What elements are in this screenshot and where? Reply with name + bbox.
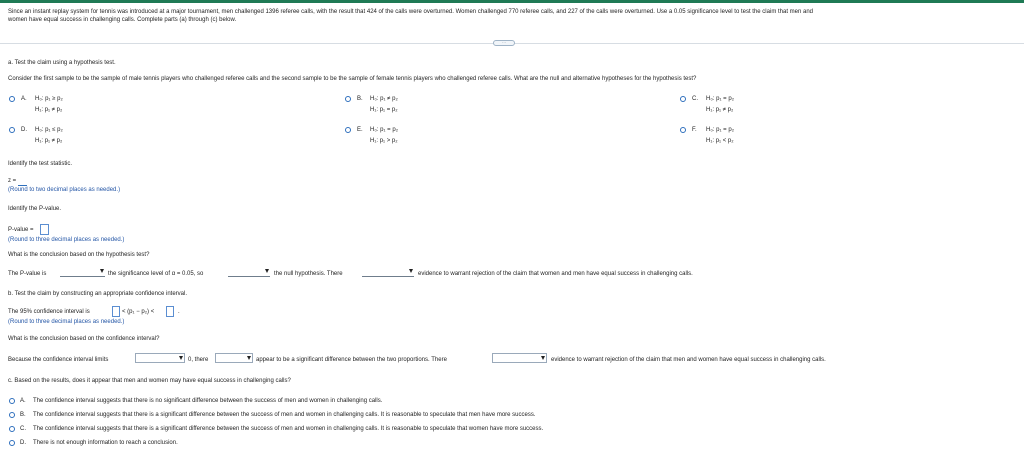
option-d-key: D. — [21, 127, 27, 133]
option-f-key: F. — [692, 127, 697, 133]
z-label: z = — [8, 178, 17, 184]
pvalue-label: P-value = — [8, 227, 34, 233]
part-c-option-d-radio[interactable] — [9, 440, 15, 446]
conclusion-b-text-3: appear to be a significant difference between the two proportions. There — [256, 357, 447, 363]
ci-limits-dropdown[interactable] — [135, 353, 185, 363]
significance-appear-dropdown[interactable] — [215, 353, 253, 363]
option-a-key: A. — [21, 96, 27, 102]
test-stat-prompt: Identify the test statistic. — [8, 161, 73, 167]
expand-button[interactable]: ··· — [493, 40, 515, 46]
part-c-option-d-key: D. — [20, 440, 26, 446]
conclusion-a-text-2: the significance level of α = 0.05, so — [108, 271, 204, 277]
part-c-option-b-radio[interactable] — [9, 412, 15, 418]
part-c-option-b-text: The confidence interval suggests that there is a significant difference between the success of men and women in challenging calls. It is reasonable to speculate that men have more success. — [33, 412, 536, 418]
part-c-option-c-text: The confidence interval suggests that there is a significant difference between the success of men and women in challenging calls. It is reasonable to speculate that women have more success. — [33, 426, 544, 432]
part-c-question: c. Based on the results, does it appear that men and women may have equal success in challenging calls? — [8, 378, 291, 384]
conclusion-a-text-4: evidence to warrant rejection of the claim that women and men have equal success in challenging calls. — [418, 271, 693, 277]
option-e-h0: H₀: p₁ = p₂ — [370, 127, 399, 133]
option-b-key: B. — [357, 96, 363, 102]
intro-line-2: women have equal success in challenging calls. Complete parts (a) through (c) below. — [8, 17, 237, 23]
ci-upper-input[interactable] — [166, 306, 174, 317]
option-d-h1: H₁: p₁ ≠ p₂ — [35, 138, 63, 144]
pvalue-comparison-dropdown[interactable] — [60, 267, 105, 277]
option-a-h0: H₀: p₁ ≥ p₂ — [35, 96, 63, 102]
option-b-h0: H₀: p₁ ≠ p₂ — [370, 96, 398, 102]
pvalue-input[interactable] — [40, 224, 49, 235]
chevron-down-icon — [247, 356, 251, 360]
option-b-radio[interactable] — [345, 96, 351, 102]
ci-round-hint: (Round to three decimal places as needed.) — [8, 319, 125, 325]
intro-line-1: Since an instant replay system for tennis was introduced at a major tournament, men challenged 1396 referee calls, with the result that 424 of the calls were overturned. Women challenged 770 referee calls, and 227 of the calls were overturned. Use a 0.05 significance level to test the claim that men and — [8, 9, 814, 15]
conclusion-a-text-1: The P-value is — [8, 271, 47, 277]
part-c-option-a-radio[interactable] — [9, 398, 15, 404]
part-a-heading: a. Test the claim using a hypothesis test. — [8, 60, 116, 66]
chevron-down-icon — [541, 356, 545, 360]
ci-middle-text: < (p₁ − p₂) < — [122, 309, 155, 315]
option-d-radio[interactable] — [9, 127, 15, 133]
conclusion-a-text-3: the null hypothesis. There — [274, 271, 343, 277]
part-c-option-c-radio[interactable] — [9, 426, 15, 432]
evidence-b-dropdown[interactable] — [492, 353, 547, 363]
option-f-h0: H₀: p₁ = p₂ — [706, 127, 735, 133]
hypothesis-conclusion-prompt: What is the conclusion based on the hypothesis test? — [8, 252, 150, 258]
part-c-option-a-key: A. — [20, 398, 26, 404]
chevron-down-icon — [265, 269, 269, 273]
option-b-h1: H₁: p₁ = p₂ — [370, 107, 398, 113]
option-c-h0: H₀: p₁ = p₂ — [706, 96, 735, 102]
ci-label: The 95% confidence interval is — [8, 309, 90, 315]
option-e-radio[interactable] — [345, 127, 351, 133]
hypothesis-question: Consider the first sample to be the sample of male tennis players who challenged referee calls and the second sample to be the sample of female tennis players who challenged referee calls. What are the null and alternative hypotheses for the hypothesis test? — [8, 76, 697, 82]
option-c-key: C. — [692, 96, 698, 102]
part-c-option-d-text: There is not enough information to reach a conclusion. — [33, 440, 178, 446]
option-c-h1: H₁: p₁ ≠ p₂ — [706, 107, 734, 113]
option-a-h1: H₁: p₁ ≠ p₂ — [35, 107, 63, 113]
conclusion-b-text-1: Because the confidence interval limits — [8, 357, 109, 363]
option-a-radio[interactable] — [9, 96, 15, 102]
evidence-a-dropdown[interactable] — [362, 267, 414, 277]
part-c-option-a-text: The confidence interval suggests that there is no significant difference between the success of men and women in challenging calls. — [33, 398, 383, 404]
option-e-key: E. — [357, 127, 363, 133]
conclusion-b-text-2: 0, there — [188, 357, 209, 363]
chevron-down-icon — [100, 269, 104, 273]
option-e-h1: H₁: p₁ > p₂ — [370, 138, 398, 144]
conclusion-b-text-4: evidence to warrant rejection of the claim that men and women have equal success in challenging calls. — [551, 357, 826, 363]
option-f-h1: H₁: p₁ < p₂ — [706, 138, 734, 144]
option-d-h0: H₀: p₁ ≤ p₂ — [35, 127, 63, 133]
top-accent-bar — [0, 0, 1024, 3]
option-f-radio[interactable] — [680, 127, 686, 133]
option-c-radio[interactable] — [680, 96, 686, 102]
part-b-heading: b. Test the claim by constructing an appropriate confidence interval. — [8, 291, 187, 297]
part-c-option-b-key: B. — [20, 412, 26, 418]
chevron-down-icon — [409, 269, 413, 273]
ci-lower-input[interactable] — [112, 306, 120, 317]
part-c-option-c-key: C. — [20, 426, 26, 432]
ci-end-text: . — [178, 309, 180, 315]
null-decision-dropdown[interactable] — [228, 267, 270, 277]
pvalue-round-hint: (Round to three decimal places as needed.) — [8, 237, 125, 243]
z-round-hint: (Round to two decimal places as needed.) — [8, 187, 121, 193]
chevron-down-icon — [179, 356, 183, 360]
pvalue-prompt: Identify the P-value. — [8, 206, 62, 212]
ci-conclusion-prompt: What is the conclusion based on the confidence interval? — [8, 336, 160, 342]
z-input[interactable] — [18, 178, 27, 186]
